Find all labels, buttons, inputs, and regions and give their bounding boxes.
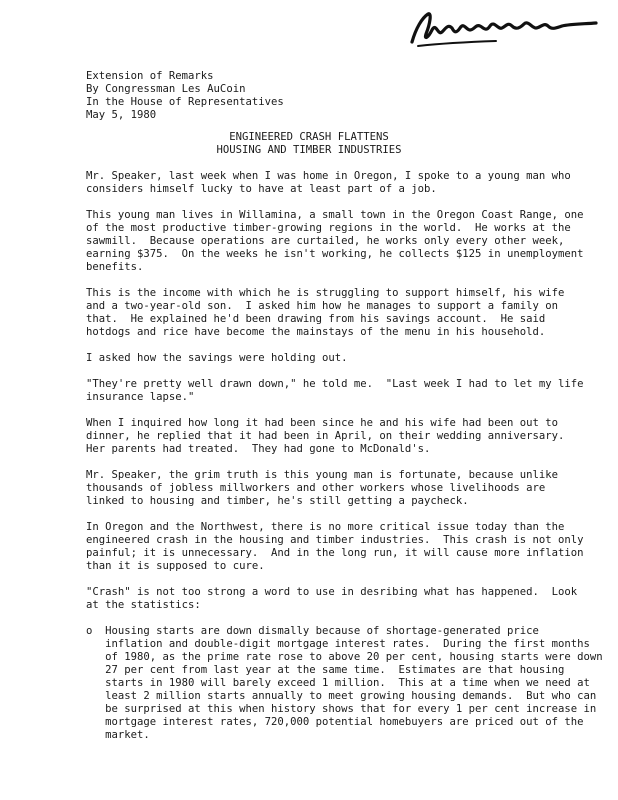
paragraph — [86, 586, 578, 612]
text-line: earning $375. On the weeks he isn't working, he collects $125 in unemployment — [86, 248, 584, 260]
text-line: "Crash" is not too strong a word to use in desribing what has happened. Look — [86, 586, 578, 598]
text-line: "They're pretty well drawn down," he told me. "Last week I had to let my life — [86, 378, 584, 390]
paragraph — [86, 209, 584, 274]
text-line: of the most productive timber-growing regions in the world. He works at the — [86, 222, 571, 234]
header-date: May 5, 1980 — [86, 109, 157, 121]
paragraph — [86, 170, 571, 196]
text-line: Mr. Speaker, last week when I was home in Oregon, I spoke to a young man who — [86, 170, 571, 182]
text-line: 27 per cent from last year at the same time. Estimates are that housing — [86, 664, 565, 676]
document-body — [86, 170, 603, 742]
text-line: be surprised at this when history shows that for every 1 per cent increase in — [86, 703, 597, 715]
text-line: Mr. Speaker, the grim truth is this young man is fortunate, because unlike — [86, 469, 558, 481]
handwritten-signature — [406, 8, 606, 52]
text-line: When I inquired how long it had been since he and his wife had been out to — [86, 417, 558, 429]
paragraph — [86, 352, 556, 365]
remarks-header — [86, 70, 536, 122]
paragraph — [86, 378, 584, 404]
document-title — [0, 131, 618, 157]
text-line: considers himself lucky to have at least part of a job. — [86, 183, 437, 195]
text-line: at the statistics: — [86, 599, 201, 611]
text-line: o Housing starts are down dismally because of shortage-generated price — [86, 625, 539, 637]
paragraph — [86, 287, 565, 339]
text-line: mortgage interest rates, 720,000 potential homebuyers are priced out of the — [86, 716, 584, 728]
title-line: ENGINEERED CRASH FLATTENS — [229, 131, 389, 143]
paragraph — [86, 469, 556, 508]
text-line: starts in 1980 will barely exceed 1 million. This at a time when we need at — [86, 677, 590, 689]
text-line: This young man lives in Willamina, a small town in the Oregon Coast Range, one — [86, 209, 584, 221]
paragraph — [86, 521, 584, 573]
text-line: linked to housing and timber, he's still getting a paycheck. — [86, 495, 469, 507]
text-line: thousands of jobless millworkers and other workers whose livelihoods are — [86, 482, 546, 494]
text-line: hotdogs and rice have become the mainstays of the menu in his household. — [86, 326, 546, 338]
text-line: than it is supposed to cure. — [86, 560, 265, 572]
text-line: of 1980, as the prime rate rose to above 20 per cent, housing starts were down — [86, 651, 603, 663]
text-line: inflation and double-digit mortgage interest rates. During the first months — [86, 638, 590, 650]
text-line: dinner, he replied that it had been in April, on their wedding anniversary. — [86, 430, 565, 442]
text-line: market. — [86, 729, 150, 741]
text-line: insurance lapse." — [86, 391, 195, 403]
text-line: and a two-year-old son. I asked him how he manages to support a family on — [86, 300, 558, 312]
paragraph — [86, 417, 565, 456]
bullet-item — [86, 625, 603, 742]
header-line: In the House of Representatives — [86, 96, 284, 108]
text-line: In Oregon and the Northwest, there is no more critical issue today than the — [86, 521, 565, 533]
text-line: Her parents had treated. They had gone to McDonald's. — [86, 443, 431, 455]
text-line: I asked how the savings were holding out. — [86, 352, 348, 364]
text-line: that. He explained he'd been drawing from his savings account. He said — [86, 313, 546, 325]
header-line: Extension of Remarks — [86, 70, 214, 82]
text-line: least 2 million starts annually to meet growing housing demands. But who can — [86, 690, 597, 702]
text-line: benefits. — [86, 261, 144, 273]
header-line: By Congressman Les AuCoin — [86, 83, 246, 95]
text-line: sawmill. Because operations are curtailed, he works only every other week, — [86, 235, 565, 247]
text-line: engineered crash in the housing and timber industries. This crash is not only — [86, 534, 584, 546]
text-line: This is the income with which he is struggling to support himself, his wife — [86, 287, 565, 299]
signature-icon — [406, 8, 606, 52]
text-line: painful; it is unnecessary. And in the long run, it will cause more inflation — [86, 547, 584, 559]
title-line: HOUSING AND TIMBER INDUSTRIES — [216, 144, 402, 156]
